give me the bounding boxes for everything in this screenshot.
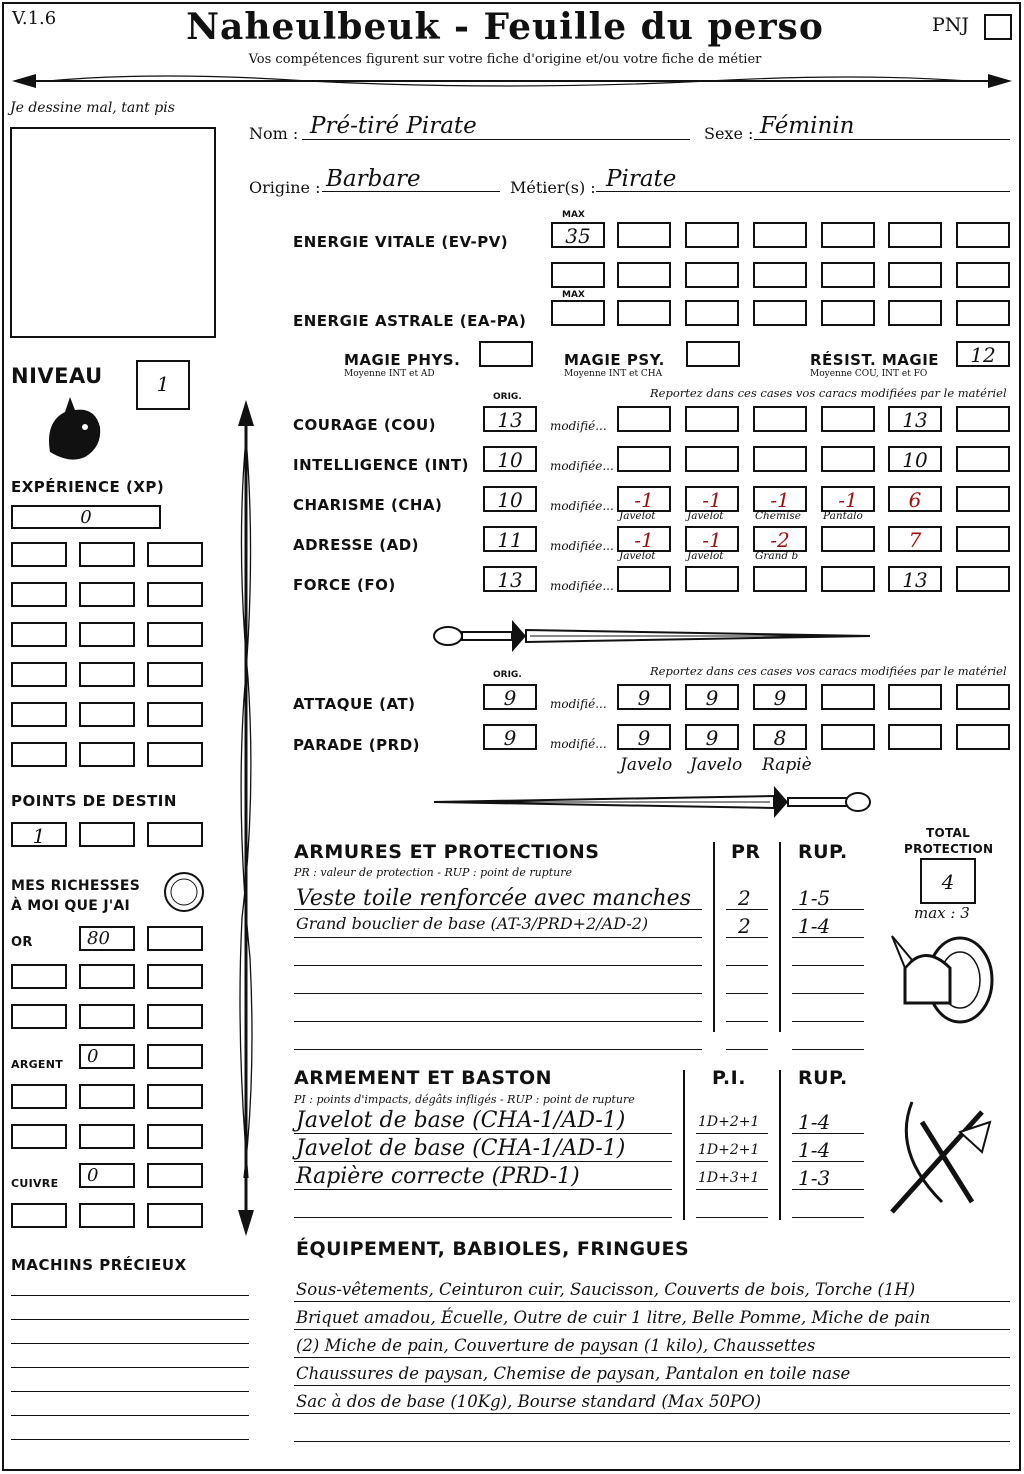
stat-mod-box[interactable] xyxy=(753,406,807,432)
wealth-box-r1-2[interactable] xyxy=(79,964,135,989)
pnj-checkbox[interactable] xyxy=(984,14,1012,40)
destin-box-2[interactable] xyxy=(79,822,135,847)
stat-mod-value: -1 xyxy=(634,488,654,512)
stat-orig-box[interactable] xyxy=(483,406,537,432)
ev-box-r1-c6[interactable] xyxy=(956,222,1010,248)
stat-mod-box[interactable] xyxy=(685,526,739,552)
xp-box-r5-c3[interactable] xyxy=(147,702,203,727)
stat-mod-source: Javelot xyxy=(619,510,656,522)
stat-orig-value: 10 xyxy=(497,488,523,512)
xp-box-r5-c1[interactable] xyxy=(11,702,67,727)
prd-orig-value: 9 xyxy=(503,726,517,750)
equipment-title: ÉQUIPEMENT, BABIOLES, FRINGUES xyxy=(296,1238,690,1260)
stat-mod-box[interactable] xyxy=(753,566,807,592)
total-label-1: TOTAL xyxy=(926,826,971,840)
armor-name-line[interactable] xyxy=(294,940,702,966)
ev-box-r1-c5[interactable] xyxy=(888,222,942,248)
prd-mod-box[interactable] xyxy=(888,724,942,750)
equipment-text: Sac à dos de base (10Kg), Bourse standard (Max 50PO) xyxy=(296,1392,762,1411)
stat-orig-box[interactable] xyxy=(483,446,537,472)
armor-name: Veste toile renforcée avec manches xyxy=(296,886,691,911)
wealth-box-r3-3[interactable] xyxy=(147,1084,203,1109)
or-box-2[interactable] xyxy=(147,926,203,951)
xp-box-r1-c2[interactable] xyxy=(79,542,135,567)
precious-line[interactable] xyxy=(11,1278,249,1296)
xp-box-r2-c2[interactable] xyxy=(79,582,135,607)
coin-icon xyxy=(162,870,206,914)
stat-mod-value: 7 xyxy=(908,528,922,552)
xp-box-r4-c1[interactable] xyxy=(11,662,67,687)
niveau-label: NIVEAU xyxy=(11,364,103,388)
at-mod-box[interactable] xyxy=(753,684,807,710)
stat-mod-value: -1 xyxy=(634,528,654,552)
argent-label: ARGENT xyxy=(11,1058,64,1071)
wealth-box-r4-1[interactable] xyxy=(11,1124,67,1149)
weapon-rup: 1-4 xyxy=(798,1110,831,1134)
armor-rup: 1-4 xyxy=(798,914,831,938)
stat-mod-value: 6 xyxy=(908,488,922,512)
weapon-name: Rapière correcte (PRD-1) xyxy=(296,1164,580,1189)
at-mod-box[interactable] xyxy=(888,684,942,710)
armor-col-rup: RUP. xyxy=(798,841,848,863)
weapon-rup-line[interactable] xyxy=(792,1194,864,1218)
stat-label: FORCE (FO) xyxy=(293,576,396,594)
stat-mod-value: 13 xyxy=(902,408,928,432)
equipment-text: Sous-vêtements, Ceinturon cuir, Saucisson, Couverts de bois, Torche (1H) xyxy=(296,1280,916,1299)
cuivre-box[interactable] xyxy=(79,1163,135,1188)
ea-box-c1[interactable] xyxy=(617,300,671,326)
armor-rup: 1-5 xyxy=(798,886,831,910)
xp-box-r4-c3[interactable] xyxy=(147,662,203,687)
stat-orig-value: 13 xyxy=(497,568,523,592)
portrait-caption: Je dessine mal, tant pis xyxy=(10,100,175,116)
stat-orig-value: 13 xyxy=(497,408,523,432)
weapons-title: ARMEMENT ET BASTON xyxy=(294,1067,553,1089)
stat-label: COURAGE (COU) xyxy=(293,416,437,434)
precious-line[interactable] xyxy=(11,1326,249,1344)
equipment-line[interactable] xyxy=(294,1418,1010,1442)
stat-mod-box[interactable] xyxy=(617,526,671,552)
weapon-name: Javelot de base (CHA-1/AD-1) xyxy=(296,1136,626,1161)
niveau-value: 1 xyxy=(156,372,170,396)
equipment-text: Briquet amadou, Écuelle, Outre de cuir 1 litre, Belle Pomme, Miche de pain xyxy=(296,1308,931,1327)
total-protection-value: 4 xyxy=(941,870,955,894)
stat-mod-value: -1 xyxy=(702,488,722,512)
armor-name-line[interactable] xyxy=(294,1024,702,1050)
armor-title: ARMURES ET PROTECTIONS xyxy=(294,841,600,863)
sexe-value: Féminin xyxy=(760,113,855,139)
sexe-label: Sexe : xyxy=(704,124,754,143)
total-max: max : 3 xyxy=(914,904,970,922)
wealth-box-r1-3[interactable] xyxy=(147,964,203,989)
ev-box-r2-c3[interactable] xyxy=(753,262,807,288)
stat-mod-box[interactable] xyxy=(821,486,875,512)
wealth-box-r4-2[interactable] xyxy=(79,1124,135,1149)
stat-modif-label: modifiée... xyxy=(550,499,614,513)
resist-magie-value: 12 xyxy=(970,343,996,367)
stat-mod-box[interactable] xyxy=(821,526,875,552)
ev-box-r2-c4[interactable] xyxy=(821,262,875,288)
cuivre-label: CUIVRE xyxy=(11,1177,59,1190)
resist-magie-box[interactable] xyxy=(956,341,1010,367)
stat-mod-box[interactable] xyxy=(821,566,875,592)
stat-mod-value: 10 xyxy=(902,448,928,472)
ev-box-r2-c2[interactable] xyxy=(685,262,739,288)
xp-box-r6-c2[interactable] xyxy=(79,742,135,767)
armor-rup-line[interactable] xyxy=(792,1024,864,1050)
xp-box-r5-c2[interactable] xyxy=(79,702,135,727)
magie-phys-label: MAGIE PHYS. xyxy=(344,351,461,369)
prd-orig-box[interactable] xyxy=(483,724,537,750)
stat-mod-box[interactable] xyxy=(956,526,1010,552)
stat-label: INTELLIGENCE (INT) xyxy=(293,456,469,474)
xp-box-r2-c1[interactable] xyxy=(11,582,67,607)
ev-max-label: MAX xyxy=(562,210,585,220)
sword-icon-2 xyxy=(430,778,876,826)
total-protection-box[interactable] xyxy=(920,858,976,904)
sword-icon-1 xyxy=(430,612,876,660)
xp-box-r6-c3[interactable] xyxy=(147,742,203,767)
stat-mod-box[interactable] xyxy=(617,486,671,512)
wealth-box-r1-1[interactable] xyxy=(11,964,67,989)
ea-box-c6[interactable] xyxy=(956,300,1010,326)
xp-box-r1-c3[interactable] xyxy=(147,542,203,567)
stat-mod-box[interactable] xyxy=(956,486,1010,512)
stat-mod-box[interactable] xyxy=(685,406,739,432)
resist-magie-note: Moyenne COU, INT et FO xyxy=(810,369,928,379)
weapons-col-pi: P.I. xyxy=(712,1067,746,1089)
stat-mod-value: -1 xyxy=(770,488,790,512)
stat-label: CHARISME (CHA) xyxy=(293,496,443,514)
stat-mod-box[interactable] xyxy=(888,406,942,432)
stat-mod-box[interactable] xyxy=(821,406,875,432)
ev-max-value: 35 xyxy=(565,224,591,248)
helmet-shield-icon xyxy=(890,928,1000,1028)
magie-phys-box[interactable] xyxy=(479,341,533,367)
stat-modif-label: modifiée... xyxy=(550,459,614,473)
precious-line[interactable] xyxy=(11,1422,249,1440)
xp-box-r1-c1[interactable] xyxy=(11,542,67,567)
stat-mod-value: -1 xyxy=(702,528,722,552)
armor-pr-line[interactable] xyxy=(726,996,768,1022)
xp-box-r6-c1[interactable] xyxy=(11,742,67,767)
weapon-name-line[interactable] xyxy=(294,1194,672,1218)
niveau-box[interactable] xyxy=(136,360,190,410)
prd-mod-value: 9 xyxy=(705,726,719,750)
ev-box-r1-c2[interactable] xyxy=(685,222,739,248)
at-label: ATTAQUE (AT) xyxy=(293,695,416,713)
armor-name-line[interactable] xyxy=(294,968,702,994)
stat-orig-box[interactable] xyxy=(483,486,537,512)
wealth-box-r2-2[interactable] xyxy=(79,1004,135,1029)
nom-label: Nom : xyxy=(249,124,299,143)
stat-mod-source: Javelot xyxy=(687,510,724,522)
armor-pr-line[interactable] xyxy=(726,940,768,966)
stat-mod-box[interactable] xyxy=(753,486,807,512)
ea-box-c4[interactable] xyxy=(821,300,875,326)
ea-label: ENERGIE ASTRALE (EA-PA) xyxy=(293,312,527,330)
stats-report-note: Reportez dans ces cases vos caracs modifiées par le matériel xyxy=(650,386,1007,400)
destin-box-1[interactable] xyxy=(11,822,67,847)
weapon-name: Javelot de base (CHA-1/AD-1) xyxy=(296,1108,626,1133)
weapon-sub-2: Javelo xyxy=(690,755,743,775)
equipment-text: Chaussures de paysan, Chemise de paysan, Pantalon en toile nase xyxy=(296,1364,851,1383)
stat-mod-box[interactable] xyxy=(888,526,942,552)
weapon-pi: 1D+2+1 xyxy=(698,1114,760,1130)
prd-mod-value: 8 xyxy=(773,726,787,750)
equipment-text: (2) Miche de pain, Couverture de paysan (1 kilo), Chaussettes xyxy=(296,1336,816,1355)
richesses-label-2: À MOI QUE J'AI xyxy=(11,898,131,914)
argent-box-2[interactable] xyxy=(147,1044,203,1069)
at-mod-value: 9 xyxy=(773,686,787,710)
stat-mod-box[interactable] xyxy=(888,486,942,512)
weapons-note: PI : points d'impacts, dégâts infligés - RUP : point de rupture xyxy=(294,1093,635,1106)
xp-box[interactable] xyxy=(11,505,161,529)
or-label: OR xyxy=(11,935,33,950)
stat-mod-source: Pantalo xyxy=(823,510,863,522)
armor-divider-1 xyxy=(713,842,715,1032)
stats-orig-label: ORIG. xyxy=(493,392,522,402)
ev-label: ENERGIE VITALE (EV-PV) xyxy=(293,233,509,251)
prd-mod-box[interactable] xyxy=(753,724,807,750)
stat-mod-box[interactable] xyxy=(753,446,807,472)
cuivre-box-2[interactable] xyxy=(147,1163,203,1188)
or-value: 80 xyxy=(87,928,110,949)
stat-orig-box[interactable] xyxy=(483,566,537,592)
ev-extra-box[interactable] xyxy=(551,262,605,288)
ev-box-r1-c3[interactable] xyxy=(753,222,807,248)
prd-mod-value: 9 xyxy=(637,726,651,750)
pnj-label: PNJ xyxy=(932,14,970,36)
ev-box-r2-c1[interactable] xyxy=(617,262,671,288)
stat-modif-label: modifié... xyxy=(550,419,607,433)
at-mod-box[interactable] xyxy=(617,684,671,710)
stat-orig-value: 11 xyxy=(497,528,523,552)
precious-line[interactable] xyxy=(11,1374,249,1392)
magie-phys-note: Moyenne INT et AD xyxy=(344,369,435,379)
wealth-box-r5-1[interactable] xyxy=(11,1203,67,1228)
stat-mod-value: -2 xyxy=(770,528,790,552)
cuivre-value: 0 xyxy=(87,1165,99,1186)
origine-label: Origine : xyxy=(249,178,321,197)
at-orig-value: 9 xyxy=(503,686,517,710)
precious-line[interactable] xyxy=(11,1398,249,1416)
weapons-divider-2 xyxy=(779,1070,781,1220)
stat-label: ADRESSE (AD) xyxy=(293,536,420,554)
origine-value: Barbare xyxy=(326,166,421,192)
stat-mod-value: 13 xyxy=(902,568,928,592)
stat-mod-source: Javelot xyxy=(687,550,724,562)
weapons-divider-1 xyxy=(683,1070,685,1220)
armor-divider-2 xyxy=(779,842,781,1032)
magie-psy-label: MAGIE PSY. xyxy=(564,351,665,369)
weapon-sub-1: Javelo xyxy=(620,755,673,775)
ea-max-box[interactable] xyxy=(551,300,605,326)
wealth-box-r2-3[interactable] xyxy=(147,1004,203,1029)
stat-mod-box[interactable] xyxy=(685,566,739,592)
or-box[interactable] xyxy=(79,926,135,951)
ev-box-r2-c5[interactable] xyxy=(888,262,942,288)
stat-mod-box[interactable] xyxy=(753,526,807,552)
wealth-box-r5-2[interactable] xyxy=(79,1203,135,1228)
prd-mod-box[interactable] xyxy=(617,724,671,750)
weapon-pi: 1D+3+1 xyxy=(698,1170,760,1186)
xp-box-r2-c3[interactable] xyxy=(147,582,203,607)
stat-mod-box[interactable] xyxy=(617,446,671,472)
ea-box-c2[interactable] xyxy=(685,300,739,326)
stat-mod-source: Javelot xyxy=(619,550,656,562)
portrait-box[interactable] xyxy=(10,127,216,338)
argent-value: 0 xyxy=(87,1046,99,1067)
stat-orig-box[interactable] xyxy=(483,526,537,552)
prd-mod-box[interactable] xyxy=(956,724,1010,750)
metier-label: Métier(s) : xyxy=(510,178,596,197)
stat-mod-box[interactable] xyxy=(685,486,739,512)
ev-box-r2-c6[interactable] xyxy=(956,262,1010,288)
armor-pr-line[interactable] xyxy=(726,1024,768,1050)
machins-precieux-label: MACHINS PRÉCIEUX xyxy=(11,1256,187,1274)
prd-modif-label: modifié... xyxy=(550,737,607,751)
stat-mod-source: Chemise xyxy=(755,510,801,522)
weapon-rup: 1-4 xyxy=(798,1138,831,1162)
xp-value: 0 xyxy=(80,507,92,528)
stat-mod-box[interactable] xyxy=(888,566,942,592)
at-mod-value: 9 xyxy=(705,686,719,710)
total-label-2: PROTECTION xyxy=(904,842,994,856)
at-modif-label: modifié... xyxy=(550,697,607,711)
page-subtitle: Vos compétences figurent sur votre fiche d'origine et/ou votre fiche de métier xyxy=(248,52,762,67)
richesses-label-1: MES RICHESSES xyxy=(11,878,141,894)
version-label: V.1.6 xyxy=(12,8,57,29)
armor-pr-line[interactable] xyxy=(726,968,768,994)
ev-box-r1-c1[interactable] xyxy=(617,222,671,248)
armor-rup-line[interactable] xyxy=(792,996,864,1022)
xp-box-r3-c1[interactable] xyxy=(11,622,67,647)
armor-pr: 2 xyxy=(738,914,751,938)
armor-pr: 2 xyxy=(738,886,751,910)
at-mod-value: 9 xyxy=(637,686,651,710)
weapons-col-rup: RUP. xyxy=(798,1067,848,1089)
magie-psy-note: Moyenne INT et CHA xyxy=(564,369,663,379)
at-mod-box[interactable] xyxy=(956,684,1010,710)
precious-line[interactable] xyxy=(11,1302,249,1320)
combat-report-note: Reportez dans ces cases vos caracs modifiées par le matériel xyxy=(650,664,1007,678)
wealth-box-r2-1[interactable] xyxy=(11,1004,67,1029)
dragon-icon xyxy=(40,392,106,464)
xp-label: EXPÉRIENCE (XP) xyxy=(11,478,165,496)
prd-label: PARADE (PRD) xyxy=(293,736,421,754)
destin-box-3[interactable] xyxy=(147,822,203,847)
stat-mod-box[interactable] xyxy=(888,446,942,472)
weapon-pi: 1D+2+1 xyxy=(698,1142,760,1158)
spear-vertical xyxy=(228,398,264,1238)
xp-box-r3-c3[interactable] xyxy=(147,622,203,647)
armor-col-pr: PR xyxy=(731,841,761,863)
armor-name: Grand bouclier de base (AT-3/PRD+2/AD-2) xyxy=(296,914,649,933)
at-mod-box[interactable] xyxy=(685,684,739,710)
ea-max-label: MAX xyxy=(562,290,585,300)
prd-mod-box[interactable] xyxy=(685,724,739,750)
precious-line[interactable] xyxy=(11,1350,249,1368)
stat-mod-box[interactable] xyxy=(617,406,671,432)
stat-mod-box[interactable] xyxy=(956,446,1010,472)
stat-mod-box[interactable] xyxy=(821,446,875,472)
weapon-rup: 1-3 xyxy=(798,1166,831,1190)
at-mod-box[interactable] xyxy=(821,684,875,710)
weapon-sub-3: Rapiè xyxy=(762,755,812,775)
stat-mod-box[interactable] xyxy=(685,446,739,472)
ev-box-r1-c4[interactable] xyxy=(821,222,875,248)
xp-box-r3-c2[interactable] xyxy=(79,622,135,647)
nom-value: Pré-tiré Pirate xyxy=(310,113,477,139)
wealth-box-r5-3[interactable] xyxy=(147,1203,203,1228)
page-title: Naheulbeuk - Feuille du perso xyxy=(186,6,824,48)
destin-label: POINTS DE DESTIN xyxy=(11,792,177,810)
stat-mod-box[interactable] xyxy=(956,406,1010,432)
ev-max-box[interactable] xyxy=(551,222,605,248)
wealth-box-r3-2[interactable] xyxy=(79,1084,135,1109)
weapon-pi-line[interactable] xyxy=(696,1194,768,1218)
stat-mod-box[interactable] xyxy=(617,566,671,592)
stat-modif-label: modifiée... xyxy=(550,579,614,593)
ea-box-c5[interactable] xyxy=(888,300,942,326)
xp-box-r4-c2[interactable] xyxy=(79,662,135,687)
prd-mod-box[interactable] xyxy=(821,724,875,750)
armor-rup-line[interactable] xyxy=(792,940,864,966)
wealth-box-r3-1[interactable] xyxy=(11,1084,67,1109)
combat-orig-label: ORIG. xyxy=(493,670,522,680)
ea-box-c3[interactable] xyxy=(753,300,807,326)
resist-magie-label: RÉSIST. MAGIE xyxy=(810,351,940,369)
stat-mod-value: -1 xyxy=(838,488,858,512)
armor-note: PR : valeur de protection - RUP : point de rupture xyxy=(294,866,572,879)
argent-box[interactable] xyxy=(79,1044,135,1069)
stat-orig-value: 10 xyxy=(497,448,523,472)
weapons-rack-icon xyxy=(882,1092,1000,1220)
spear-divider-top xyxy=(8,66,1016,96)
stat-mod-source: Grand b xyxy=(755,550,799,562)
metier-value: Pirate xyxy=(606,166,677,192)
at-orig-box[interactable] xyxy=(483,684,537,710)
armor-name-line[interactable] xyxy=(294,996,702,1022)
destin-value: 1 xyxy=(32,824,46,848)
stat-modif-label: modifiée... xyxy=(550,539,614,553)
armor-rup-line[interactable] xyxy=(792,968,864,994)
magie-psy-box[interactable] xyxy=(686,341,740,367)
wealth-box-r4-3[interactable] xyxy=(147,1124,203,1149)
stat-mod-box[interactable] xyxy=(956,566,1010,592)
